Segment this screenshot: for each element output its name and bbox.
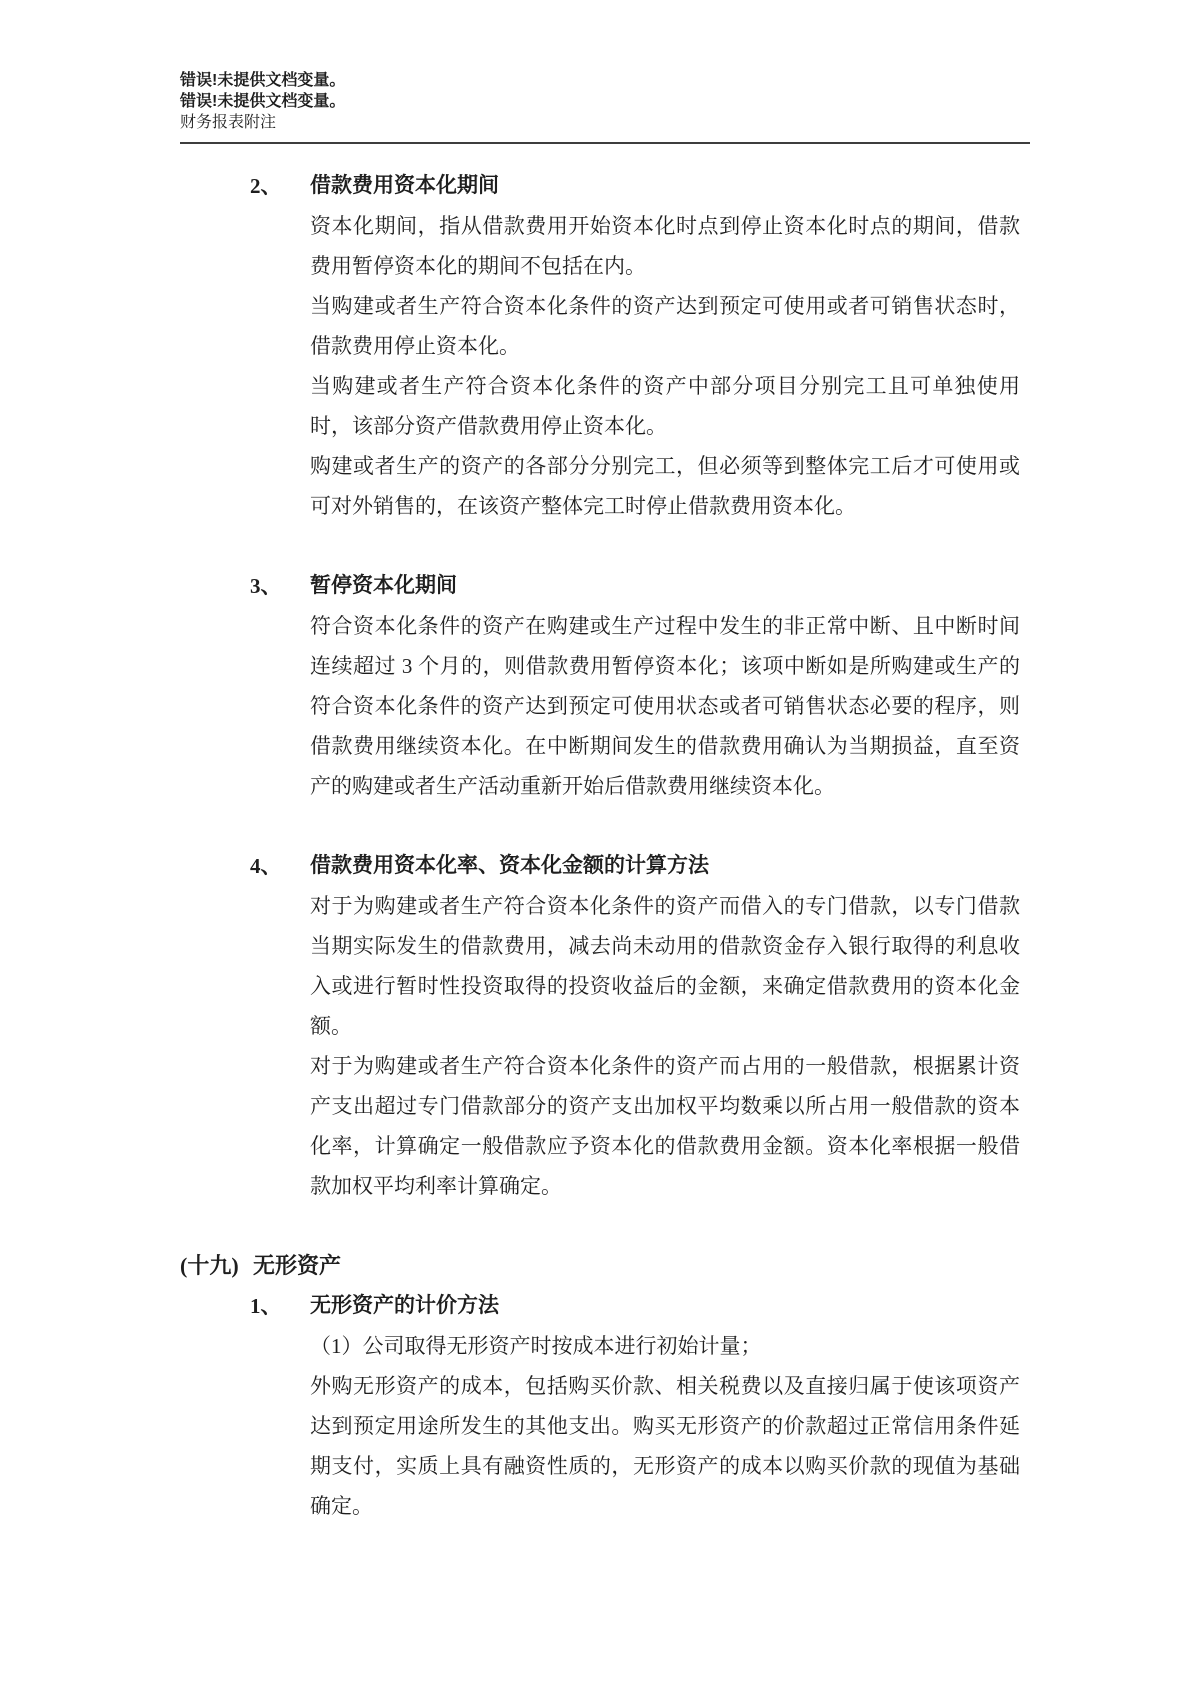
document-body bbox=[180, 166, 1030, 1526]
paragraph: 对于为购建或者生产符合资本化条件的资产而占用的一般借款，根据累计资产支出超过专门借款部分的资产支出加权平均数乘以所占用一般借款的资本化率，计算确定一般借款应予资本化的借款费用金额。资本化率根据一般借款加权平均利率计算确定。 bbox=[310, 1054, 1020, 1198]
subsection-number: 1、 bbox=[250, 1294, 282, 1318]
paragraph: 对于为购建或者生产符合资本化条件的资产而借入的专门借款，以专门借款当期实际发生的借款费用，减去尚未动用的借款资金存入银行取得的利息收入或进行暂时性投资取得的投资收益后的金额，来确定借款费用的资本化金额。 bbox=[310, 894, 1020, 1038]
header-docvar-error-line-2: 错误!未提供文档变量。 bbox=[180, 93, 346, 110]
section-number: 3、 bbox=[250, 574, 282, 598]
section-heading bbox=[180, 166, 1030, 206]
page-header bbox=[180, 70, 1030, 144]
section-title: 借款费用资本化期间 bbox=[310, 174, 499, 197]
paragraph: （1）公司取得无形资产时按成本进行初始计量； bbox=[310, 1334, 762, 1358]
section-title: 借款费用资本化率、资本化金额的计算方法 bbox=[310, 854, 709, 877]
paragraph: 资本化期间，指从借款费用开始资本化时点到停止资本化时点的期间，借款费用暂停资本化的期间不包括在内。 bbox=[310, 214, 1020, 278]
paragraph: 当购建或者生产符合资本化条件的资产中部分项目分别完工且可单独使用时，该部分资产借款费用停止资本化。 bbox=[310, 374, 1020, 438]
section-suspension-of-capitalization-period bbox=[180, 566, 1030, 806]
chapter-heading bbox=[180, 1246, 1030, 1286]
section-heading bbox=[180, 566, 1030, 606]
header-docvar-error-line-1: 错误!未提供文档变量。 bbox=[180, 72, 346, 89]
chapter-label: (十九) bbox=[180, 1253, 239, 1278]
section-number: 4、 bbox=[250, 854, 282, 878]
subsection-heading bbox=[180, 1286, 1030, 1326]
header-doc-title: 财务报表附注 bbox=[180, 114, 277, 131]
section-title: 暂停资本化期间 bbox=[310, 574, 457, 597]
section-heading bbox=[180, 846, 1030, 886]
paragraph: 购建或者生产的资产的各部分分别完工，但必须等到整体完工后才可使用或可对外销售的，在该资产整体完工时停止借款费用资本化。 bbox=[310, 454, 1020, 518]
paragraph: 外购无形资产的成本，包括购买价款、相关税费以及直接归属于使该项资产达到预定用途所发生的其他支出。购买无形资产的价款超过正常信用条件延期支付，实质上具有融资性质的，无形资产的成本以购买价款的现值为基础确定。 bbox=[310, 1374, 1020, 1518]
section-capitalization-rate-and-amount-method bbox=[180, 846, 1030, 1206]
subsection-intangible-assets-valuation-method bbox=[180, 1286, 1030, 1526]
chapter-intangible-assets bbox=[180, 1246, 1030, 1526]
subsection-title: 无形资产的计价方法 bbox=[310, 1294, 499, 1317]
section-number: 2、 bbox=[250, 174, 282, 198]
paragraph: 符合资本化条件的资产在购建或生产过程中发生的非正常中断、且中断时间连续超过 3 个月的，则借款费用暂停资本化；该项中断如是所购建或生产的符合资本化条件的资产达到预定可使用状态或者可销售状态必要的程序，则借款费用继续资本化。在中断期间发生的借款费用确认为当期损益，直至资产的购建或者生产活动重新开始后借款费用继续资本化。 bbox=[310, 614, 1020, 798]
section-borrowing-cost-capitalization-period bbox=[180, 166, 1030, 526]
chapter-title: 无形资产 bbox=[253, 1253, 342, 1278]
paragraph: 当购建或者生产符合资本化条件的资产达到预定可使用或者可销售状态时，借款费用停止资本化。 bbox=[310, 294, 1020, 358]
